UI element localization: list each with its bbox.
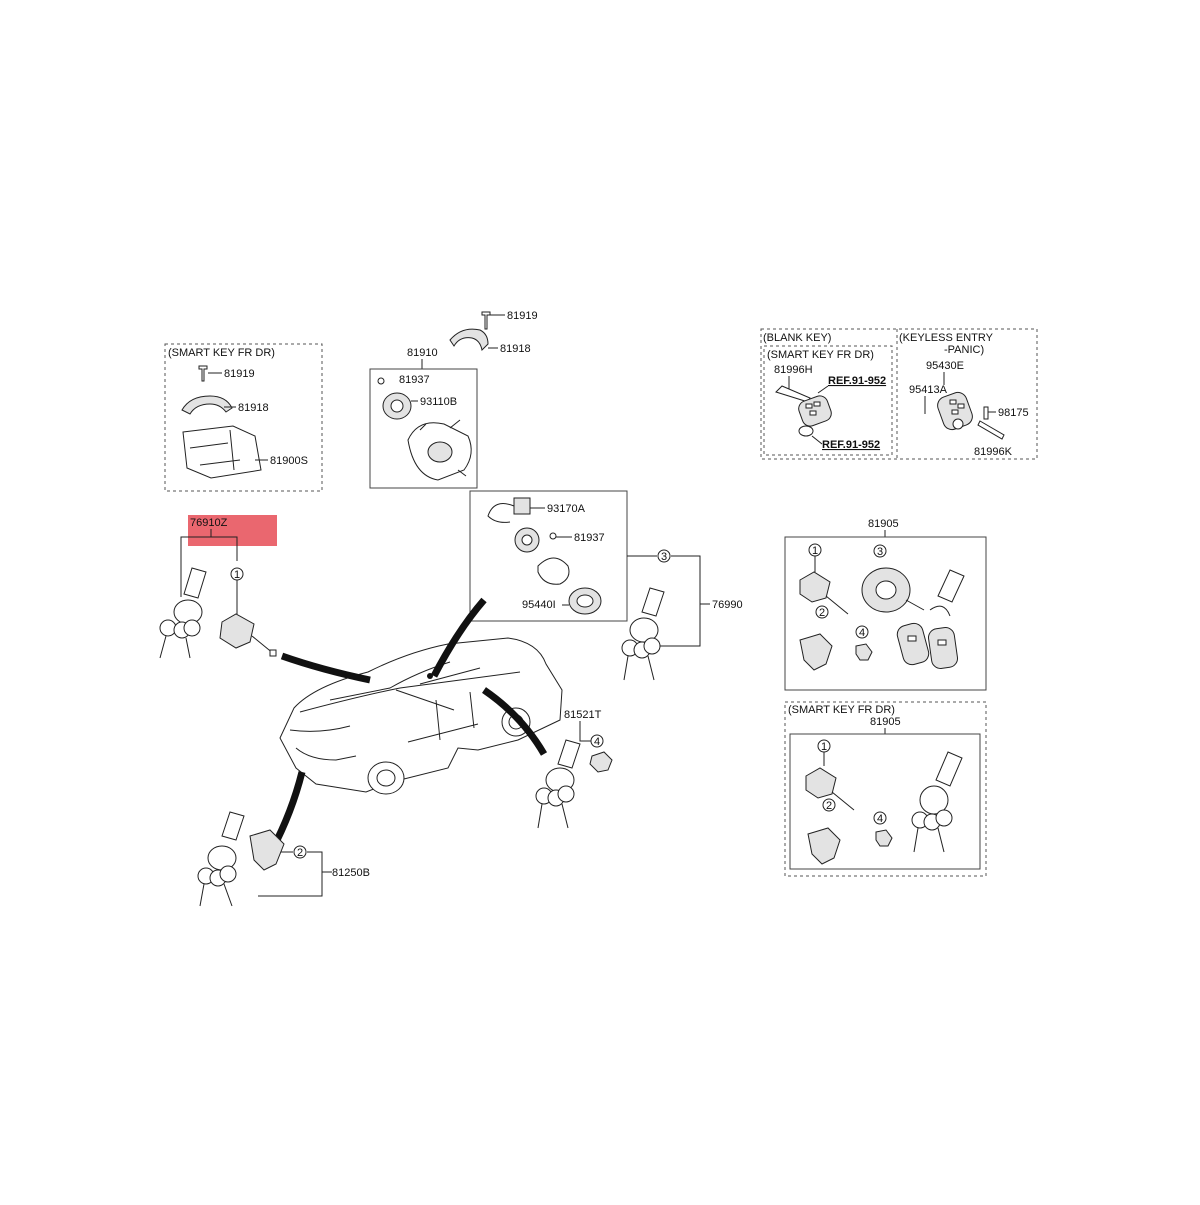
- label-81937-b: 81937: [574, 532, 605, 544]
- callout-1-a: 1: [234, 569, 241, 581]
- callout-2-c: 2: [826, 800, 833, 812]
- glovebox-cylinder-icon: [590, 752, 612, 772]
- glovebox-lock-group: [536, 709, 612, 828]
- screw-81919-top-icon: [482, 312, 490, 329]
- callout-4-b: 4: [859, 627, 866, 639]
- screw-81937-icon: [378, 378, 384, 384]
- label-81919-a: 81919: [224, 368, 255, 380]
- battery-icon: [799, 426, 813, 436]
- label-81910: 81910: [407, 347, 438, 359]
- smart-key-fr-dr-group: [165, 344, 322, 491]
- ref-91-952-b: REF.91-952: [822, 439, 881, 451]
- blank-key-keyless-group: [761, 329, 1037, 459]
- module-81900s-icon: [183, 426, 261, 478]
- key-tag-c-icon: [936, 752, 962, 786]
- blank-key-blade-icon: [776, 386, 810, 402]
- key-head-icon: [160, 620, 176, 636]
- fob-2-icon: [927, 626, 958, 669]
- lock-set-81905-group: [785, 518, 986, 690]
- label-93170a: 93170A: [547, 503, 585, 515]
- clamp-81918-icon: [450, 329, 488, 350]
- door-cylinder-c-icon: [806, 768, 836, 798]
- label-95413a: 95413A: [909, 384, 947, 396]
- leader-door: [282, 656, 370, 680]
- callout-2-a: 2: [297, 847, 304, 859]
- door-lock-76910z-group: [160, 515, 277, 658]
- label-81919-b: 81919: [507, 310, 538, 322]
- key-tag-76990-icon: [642, 588, 664, 616]
- keyless-key-blade-icon: [978, 421, 1004, 439]
- label-81250b: 81250B: [332, 867, 370, 879]
- keyless-entry-title: (KEYLESS ENTRY: [899, 332, 993, 344]
- label-93110b: 93110B: [420, 396, 458, 408]
- smart-lock-set-title: (SMART KEY FR DR): [788, 704, 895, 716]
- label-81918-a: 81918: [238, 402, 269, 414]
- key-tag-b-icon: [938, 570, 964, 602]
- key-tag-81521t-icon: [558, 740, 580, 768]
- screw-81937-b-icon: [550, 533, 556, 539]
- ref-91-952-a: REF.91-952: [828, 375, 887, 387]
- clip-81918-icon: [182, 396, 232, 414]
- screw-81919-icon: [199, 366, 207, 381]
- door-cylinder-icon: [220, 614, 254, 648]
- callout-4-a: 4: [594, 736, 601, 748]
- keyless-battery-icon: [953, 419, 963, 429]
- label-81521t: 81521T: [564, 709, 602, 721]
- label-81918-b: 81918: [500, 343, 531, 355]
- label-76910z: 76910Z: [190, 517, 228, 529]
- wire-harness-icon: [538, 558, 569, 584]
- label-81937-a: 81937: [399, 374, 430, 386]
- keyless-entry-panic: -PANIC): [944, 344, 985, 356]
- callout-3-a: 3: [661, 551, 668, 563]
- fob-1-icon: [895, 621, 930, 666]
- glovebox-cylinder-b-icon: [856, 644, 872, 660]
- blank-key-title: (BLANK KEY): [763, 332, 832, 344]
- antenna-93170a-icon: [514, 498, 530, 514]
- callout-1-b: 1: [812, 545, 819, 557]
- label-98175: 98175: [998, 407, 1029, 419]
- lock-set-smart-group: [785, 702, 986, 876]
- label-81996h: 81996H: [774, 364, 813, 376]
- label-81996k: 81996K: [974, 446, 1012, 458]
- label-95430e: 95430E: [926, 360, 964, 372]
- switch-group: [470, 491, 627, 621]
- ignition-lock-group: [370, 310, 538, 488]
- trunk-cylinder-b-icon: [800, 634, 832, 670]
- callout-3-b: 3: [877, 546, 884, 558]
- callout-1-c: 1: [821, 741, 828, 753]
- callout-4-c: 4: [877, 813, 884, 825]
- label-95440i: 95440I: [522, 599, 556, 611]
- callout-76990-group: [622, 550, 743, 680]
- glovebox-cylinder-c-icon: [876, 830, 892, 846]
- label-76990: 76990: [712, 599, 743, 611]
- pin-98175-icon: [984, 407, 988, 419]
- smart-key-title: (SMART KEY FR DR): [168, 347, 275, 359]
- key-tag-81250b-icon: [222, 812, 244, 840]
- key-tag-icon: [184, 568, 206, 598]
- label-81905-a: 81905: [868, 518, 899, 530]
- callout-2-b: 2: [819, 607, 826, 619]
- trunk-cylinder-c-icon: [808, 828, 840, 864]
- label-81905-b: 81905: [870, 716, 901, 728]
- smart-key-inner-title: (SMART KEY FR DR): [767, 349, 874, 361]
- door-cylinder-b-icon: [800, 572, 830, 602]
- label-81900s: 81900S: [270, 455, 308, 467]
